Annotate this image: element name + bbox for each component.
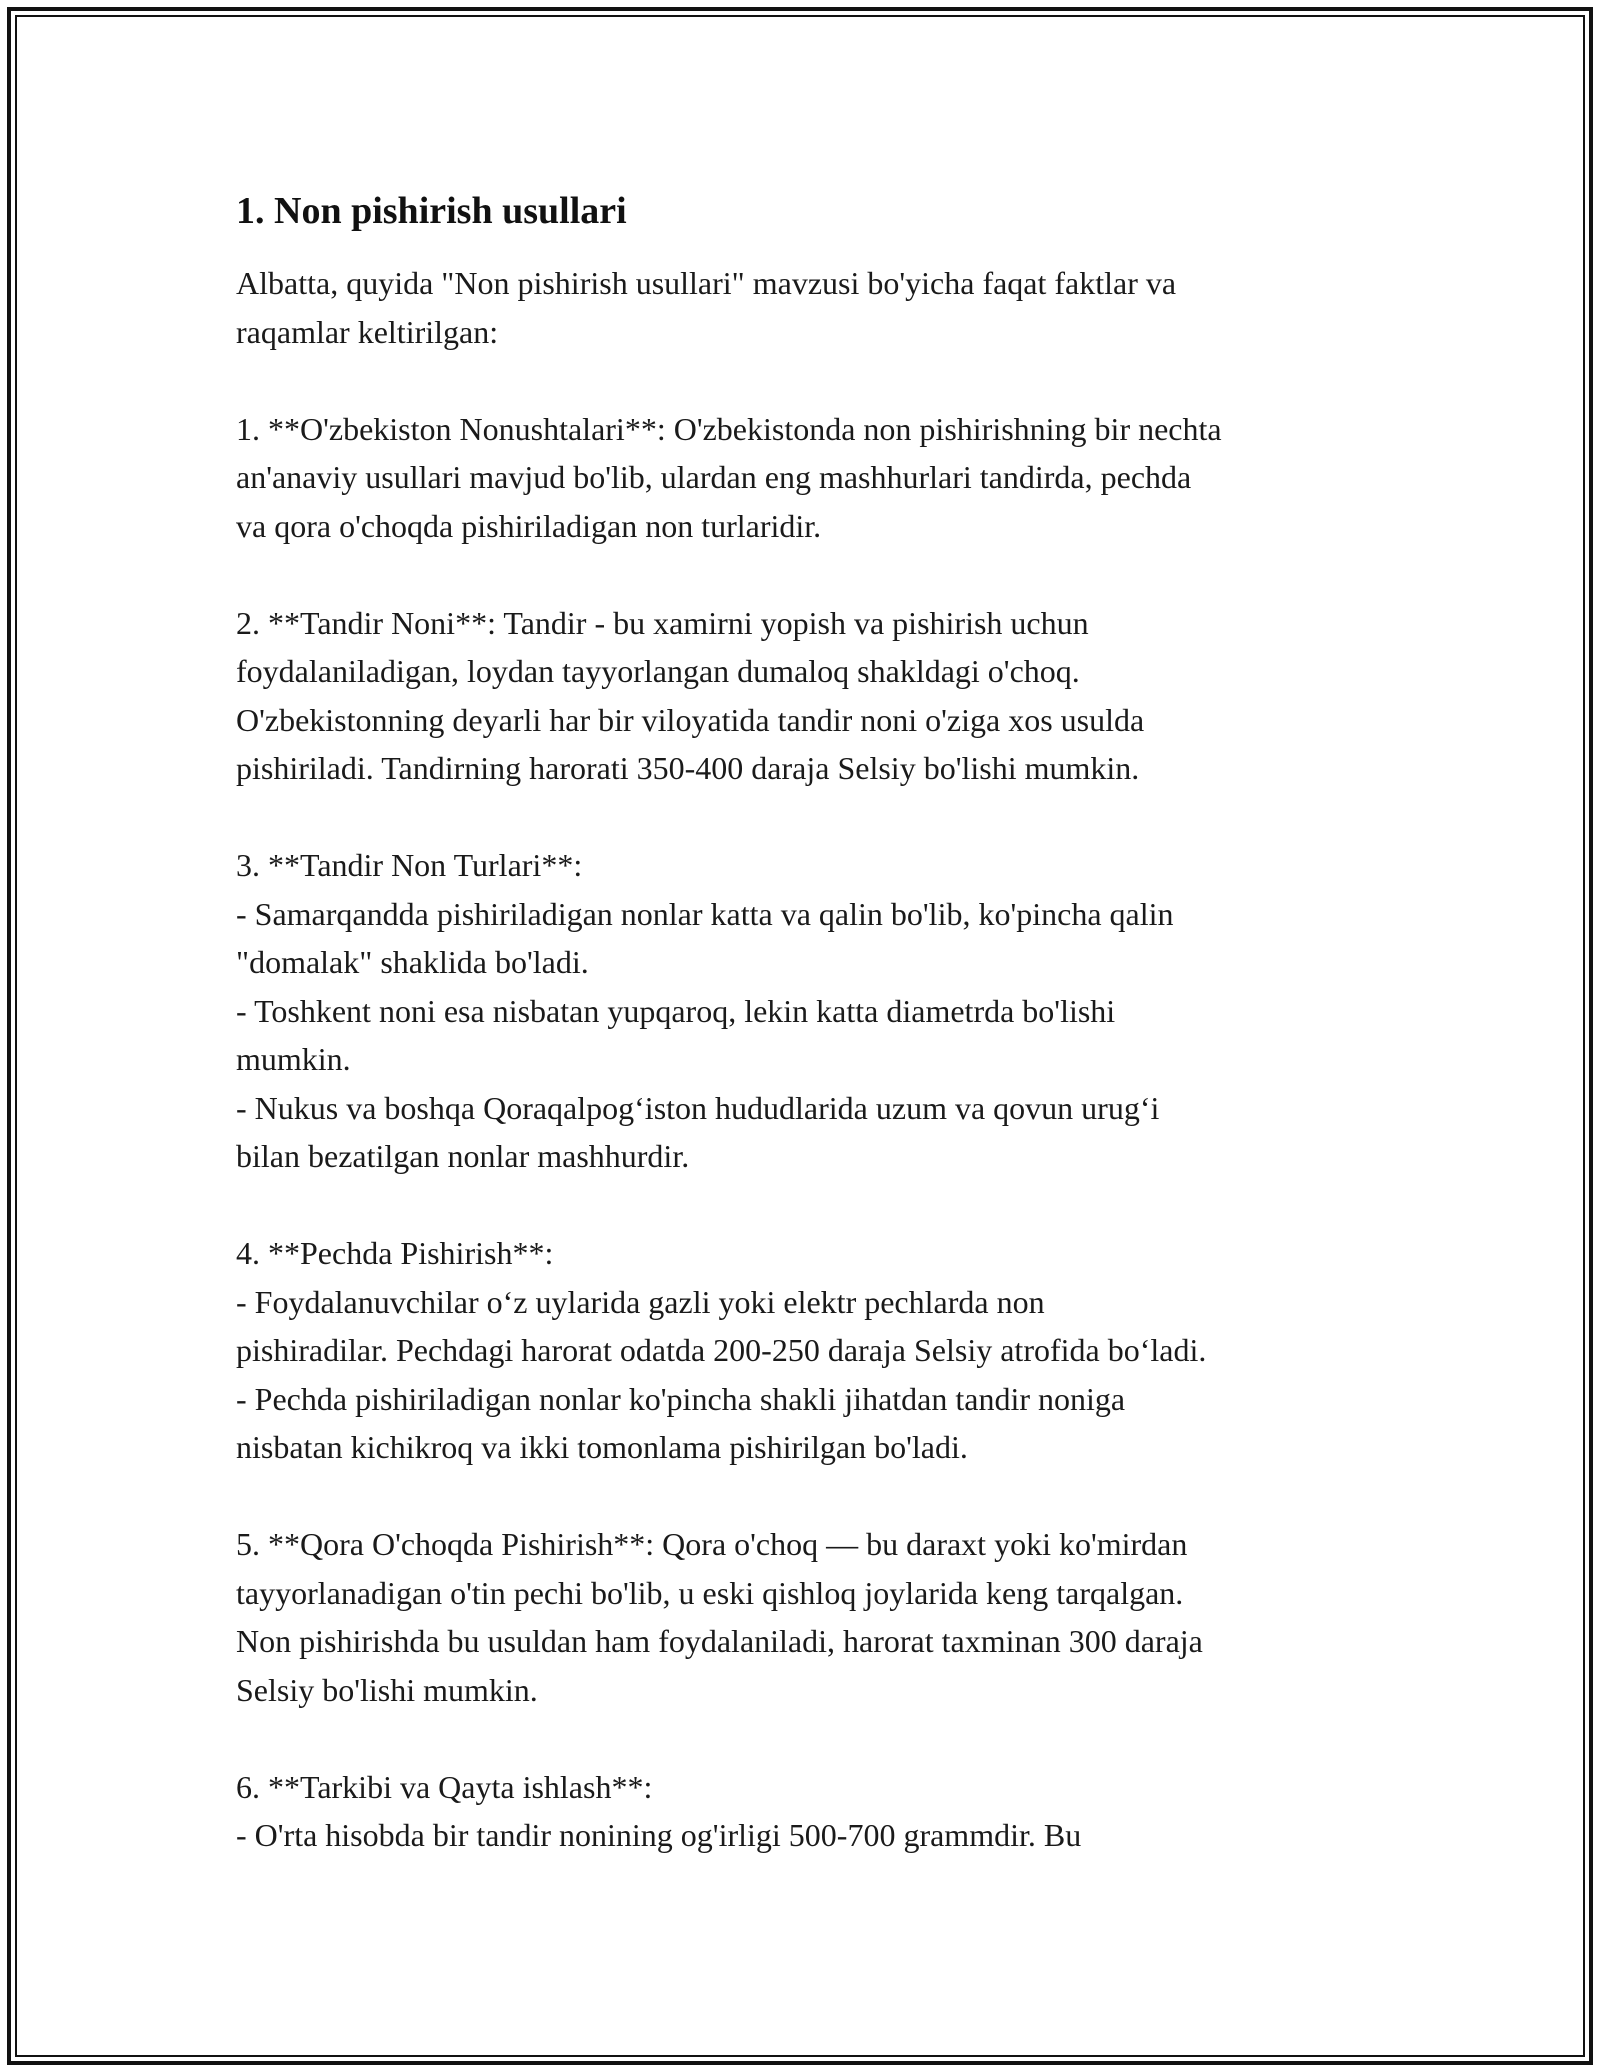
intro-paragraph: Albatta, quyida "Non pishirish usullari" mavzusi bo'yicha faqat faktlar va raqamlar keltirilgan: [236, 265, 1177, 350]
paragraph-item-1: 1. **O'zbekiston Nonushtalari**: O'zbekistonda non pishirishning bir nechta an'anaviy usullari mavjud bo'lib, ulardan eng mashhurlari tandirda, pechda va qora o'choqda pishiriladigan non turlaridir. [236, 410, 1222, 544]
paragraph-item-4: 4. **Pechda Pishirish**: - Foydalanuvchilar o‘z uylarida gazli yoki elektr pechlarda non pishiradilar. Pechdagi harorat odatda 200-250 daraja Selsiy atrofida bo‘ladi. - Pechda pishiriladigan nonlar ko'pincha shakli jihatdan tandir noniga nisbatan kichikroq va ikki tomonlama pishirilgan bo'ladi. [236, 1235, 1207, 1465]
document-title: 1. Non pishirish usullari [236, 190, 627, 232]
document-body [236, 185, 1376, 1860]
paragraph-item-6: 6. **Tarkibi va Qayta ishlash**: - O'rta hisobda bir tandir nonining og'irligi 500-700 grammdir. Bu [236, 1768, 1082, 1853]
paragraph-item-3: 3. **Tandir Non Turlari**: - Samarqandda pishiriladigan nonlar katta va qalin bo'lib, ko'pincha qalin "domalak" shaklida bo'ladi. - Toshkent noni esa nisbatan yupqaroq, lekin katta diametrda bo'lishi mumkin. - Nukus va boshqa Qoraqalpog‘iston hududlarida uzum va qovun urug‘i bilan bezatilgan nonlar mashhurdir. [236, 847, 1174, 1174]
paragraph-item-5: 5. **Qora O'choqda Pishirish**: Qora o'choq — bu daraxt yoki ko'mirdan tayyorlanadigan o'tin pechi bo'lib, u eski qishloq joylarida keng tarqalgan. Non pishirishda bu usuldan ham foydalaniladi, harorat taxminan 300 daraja Selsiy bo'lishi mumkin. [236, 1526, 1203, 1708]
paragraph-item-2: 2. **Tandir Noni**: Tandir - bu xamirni yopish va pishirish uchun foydalaniladigan, loydan tayyorlangan dumaloq shakldagi o'choq. O'zbekistonning deyarli har bir viloyatida tandir noni o'ziga xos usulda pishiriladi. Tandirning harorati 350-400 daraja Selsiy bo'lishi mumkin. [236, 604, 1145, 786]
